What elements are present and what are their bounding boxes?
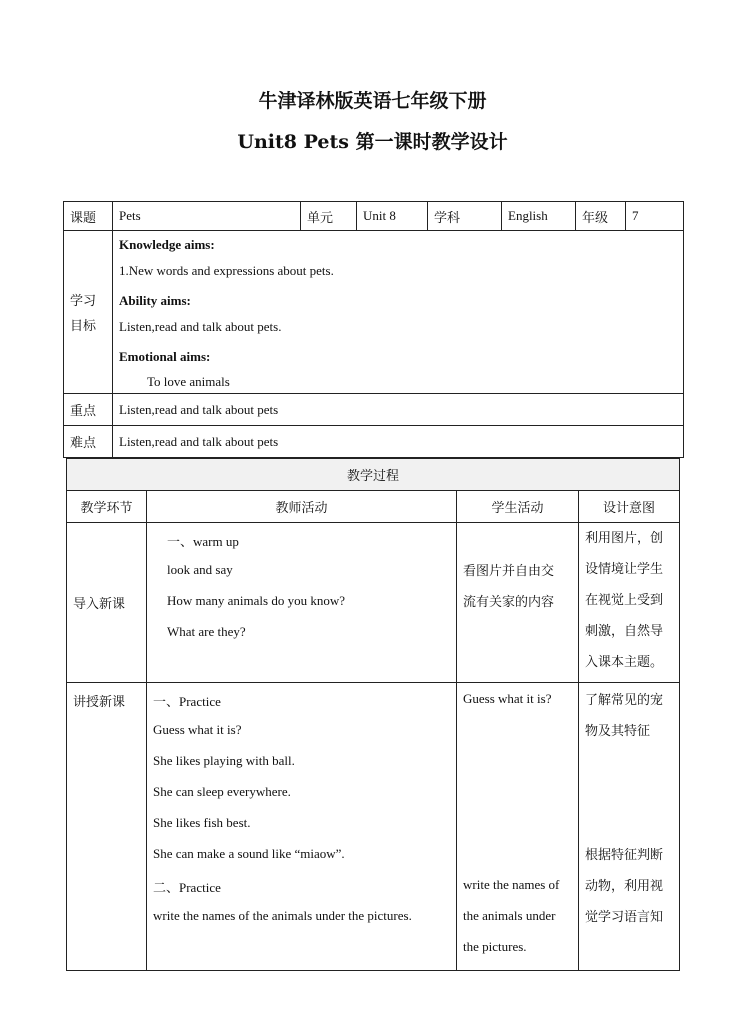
row2-teacher-line: She can sleep everywhere. (153, 784, 291, 799)
row1-student-line: 看图片并自由交 (463, 564, 555, 579)
unit-value: Unit 8 (357, 202, 428, 231)
row2-student-line: the pictures. (463, 939, 527, 954)
row2-intent-line: 根据特征判断 (585, 848, 664, 863)
difficult-point-label: 难点 (64, 426, 113, 458)
process-table (66, 458, 680, 971)
ability-aims-title: Ability aims: (119, 293, 191, 308)
row1-teacher-line: 一、warm up (167, 534, 239, 549)
row2-student (457, 683, 579, 971)
info-table (63, 201, 684, 458)
row2-student-line: write the names of (463, 877, 560, 892)
row1-student (457, 523, 579, 683)
row2-intent-line: 了解常见的宠 (585, 693, 664, 708)
page-title: 牛津译林版英语七年级下册 (258, 90, 487, 112)
difficult-point-value: Listen,read and talk about pets (113, 426, 684, 458)
row2-intent-line: 物及其特征 (585, 724, 651, 739)
knowledge-aims-title: Knowledge aims: (119, 237, 215, 252)
row1-intent-line: 入课本主题。 (585, 655, 664, 670)
row2-student-line: the animals under (463, 908, 556, 923)
row2-intent-line: 动物，利用视 (585, 879, 664, 894)
subject-value: English (502, 202, 576, 231)
row2-teacher-line: She likes playing with ball. (153, 753, 295, 768)
col-student-header: 学生活动 (457, 491, 579, 523)
aims-label-line1: 学习 (70, 294, 97, 309)
row2-intent-line: 觉学习语言知 (585, 910, 664, 925)
row1-intent (579, 523, 680, 683)
subject-label: 学科 (428, 202, 502, 231)
row1-intent-line: 利用图片，创 (585, 531, 664, 546)
row2-teacher-line: write the names of the animals under the pictures. (153, 908, 412, 923)
row2-teacher-line: She can make a sound like “miaow”. (153, 846, 345, 861)
row2-student-a: Guess what it is? (463, 691, 552, 706)
row2-teacher-line: She likes fish best. (153, 815, 251, 830)
key-point-label: 重点 (64, 394, 113, 426)
aims-content (113, 231, 684, 394)
process-header: 教学过程 (67, 459, 680, 491)
row1-intent-line: 在视觉上受到 (585, 593, 664, 608)
emotional-aims-title: Emotional aims: (119, 349, 211, 364)
col-teacher-header: 教师活动 (147, 491, 457, 523)
grade-label: 年级 (576, 202, 626, 231)
row1-intent-line: 刺激，自然导 (585, 624, 664, 639)
unit-label: 单元 (301, 202, 357, 231)
row1-stage: 导入新课 (67, 523, 147, 683)
row2-teacher-line: Guess what it is? (153, 722, 242, 737)
col-stage-header: 教学环节 (67, 491, 147, 523)
grade-value: 7 (626, 202, 684, 231)
topic-label: 课题 (64, 202, 113, 231)
ability-aims-text: Listen,read and talk about pets. (119, 319, 282, 334)
col-intent-header: 设计意图 (579, 491, 680, 523)
row2-teacher-line: 一、Practice (153, 694, 221, 709)
knowledge-aims-text: 1.New words and expressions about pets. (119, 263, 334, 278)
row1-intent-line: 设情境让学生 (585, 562, 664, 577)
row2-intent (579, 683, 680, 971)
row2-stage: 讲授新课 (67, 683, 147, 971)
emotional-aims-text: To love animals (147, 374, 230, 389)
topic-value: Pets (113, 202, 301, 231)
row1-teacher-line: look and say (167, 562, 233, 577)
page-subtitle: Unit8 Pets 第一课时教学设计 (237, 131, 508, 153)
aims-label (64, 231, 113, 394)
row2-teacher (147, 683, 457, 971)
row1-teacher-line: What are they? (167, 624, 246, 639)
row2-teacher-line: 二、Practice (153, 880, 221, 895)
aims-label-line2: 目标 (70, 319, 97, 334)
row1-student-line: 流有关家的内容 (463, 595, 555, 610)
row1-teacher-line: How many animals do you know? (167, 593, 346, 608)
row1-teacher (147, 523, 457, 683)
key-point-value: Listen,read and talk about pets (113, 394, 684, 426)
